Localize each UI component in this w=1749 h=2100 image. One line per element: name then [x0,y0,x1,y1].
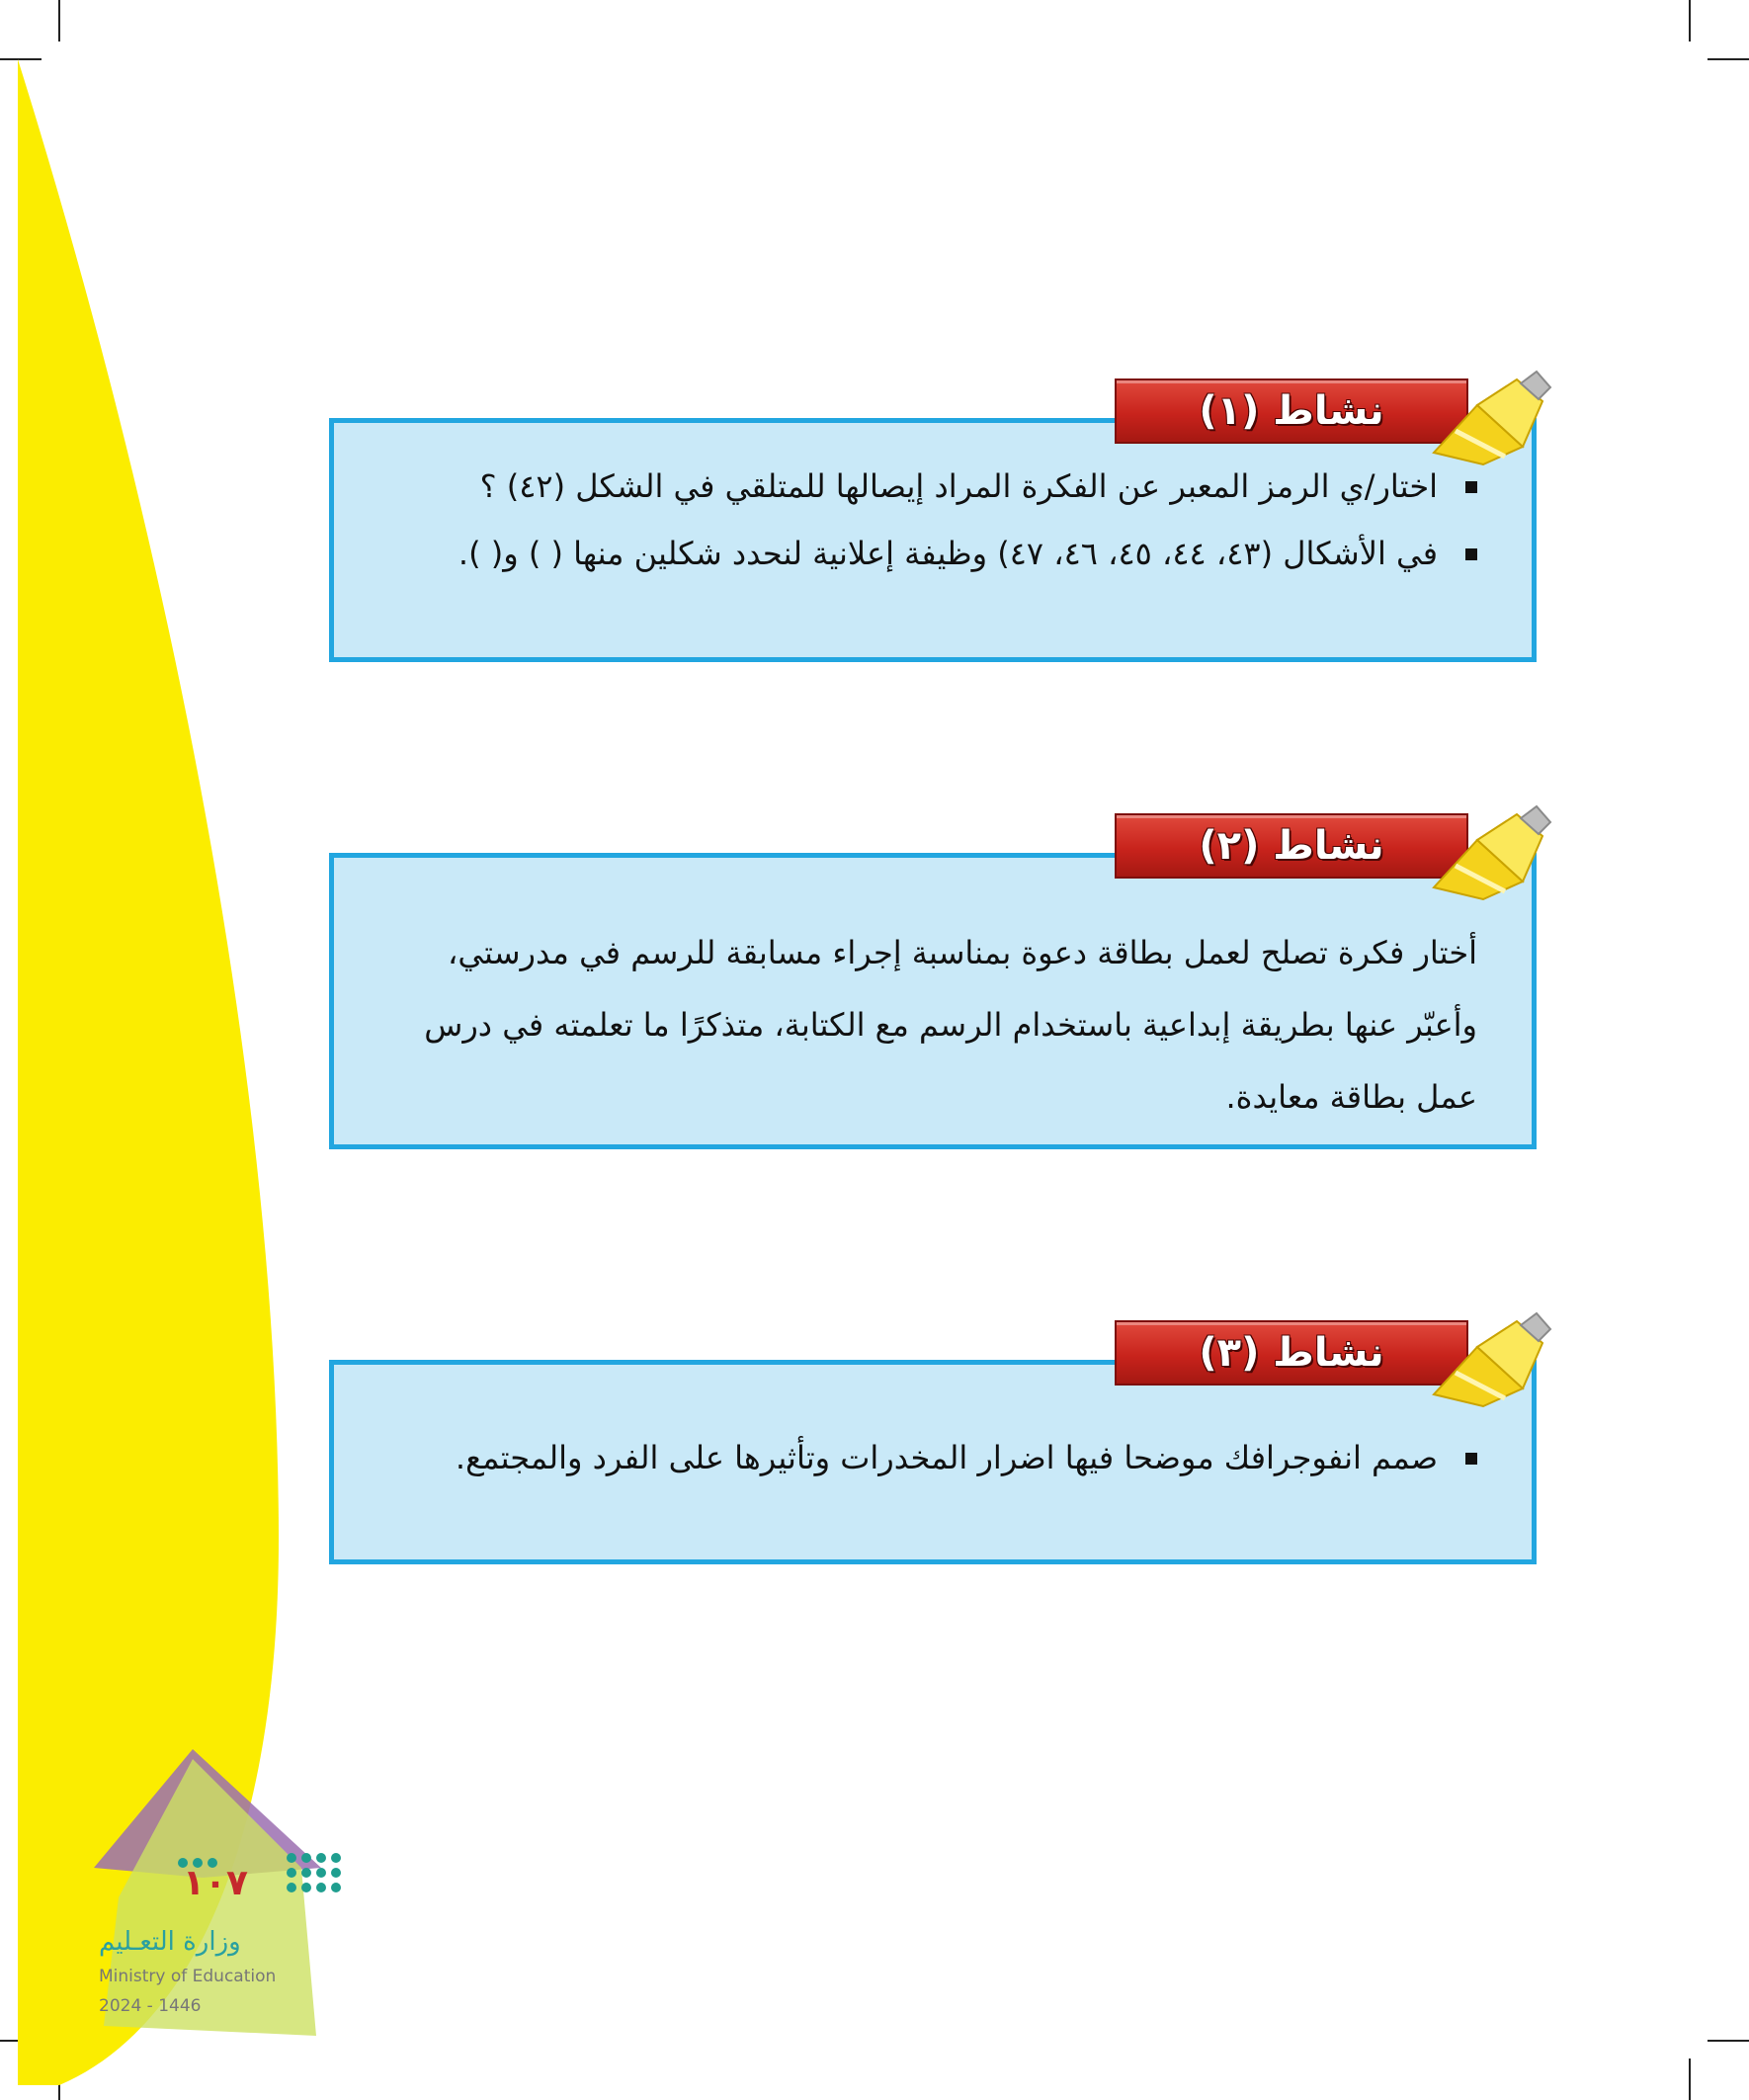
activity-title: نشاط (٣) [1199,1330,1384,1376]
activity-title-tab [1115,1320,1468,1386]
activity-3 [329,1312,1535,1589]
crop-mark [1707,2040,1749,2042]
list-item: اختار/ي الرمز المعبر عن الفكرة المراد إيصالها للمتلقي في الشكل (٤٢) ؟ [342,453,1477,520]
activity-2 [329,805,1535,1161]
activity-box [329,853,1537,1149]
paragraph-line: وأعبّر عنها بطريقة إبداعية باستخدام الرسم مع الكتابة، متذكرًا ما تعلمته في درس [424,1006,1477,1044]
activity-title-tab [1115,378,1468,444]
ministry-name-english: Ministry of Education [99,1967,277,1986]
activity-1 [329,371,1535,667]
edition-year: 2024 - 1446 [99,1996,202,2016]
activity-box [329,418,1537,662]
activity-title: نشاط (٢) [1199,823,1384,869]
square-bullet-icon [1465,481,1477,493]
paragraph-line: عمل بطاقة معايدة. [1225,1078,1477,1116]
pencil-icon [1426,1307,1554,1416]
bullet-list [342,453,1477,587]
crop-mark [1689,0,1691,42]
paragraph-line: أختار فكرة تصلح لعمل بطاقة دعوة بمناسبة إجراء مسابقة للرسم في مدرستي، [448,934,1477,971]
activity-title: نشاط (١) [1199,388,1384,434]
ministry-name-arabic: وزارة التعـليم [99,1927,241,1957]
activity-title-tab [1115,813,1468,879]
page-number: ١٠٧ [183,1863,248,1903]
list-item: في الأشكال (٤٣، ٤٤، ٤٥، ٤٦، ٤٧) وظيفة إعلانية لنحدد شكلين منها ( ) و( ). [342,520,1477,587]
pencil-icon [1426,366,1554,474]
square-bullet-icon [1465,1453,1477,1465]
activity-box [329,1360,1537,1564]
list-item: صمم انفوجرافك موضحا فيها اضرار المخدرات وتأثيرها على الفرد والمجتمع. [342,1424,1477,1491]
bullet-list [342,1424,1477,1491]
square-bullet-icon [1465,548,1477,560]
crop-mark [1689,2058,1691,2100]
pencil-icon [1426,800,1554,909]
activity-paragraph [364,917,1477,1134]
crop-mark [1707,58,1749,60]
